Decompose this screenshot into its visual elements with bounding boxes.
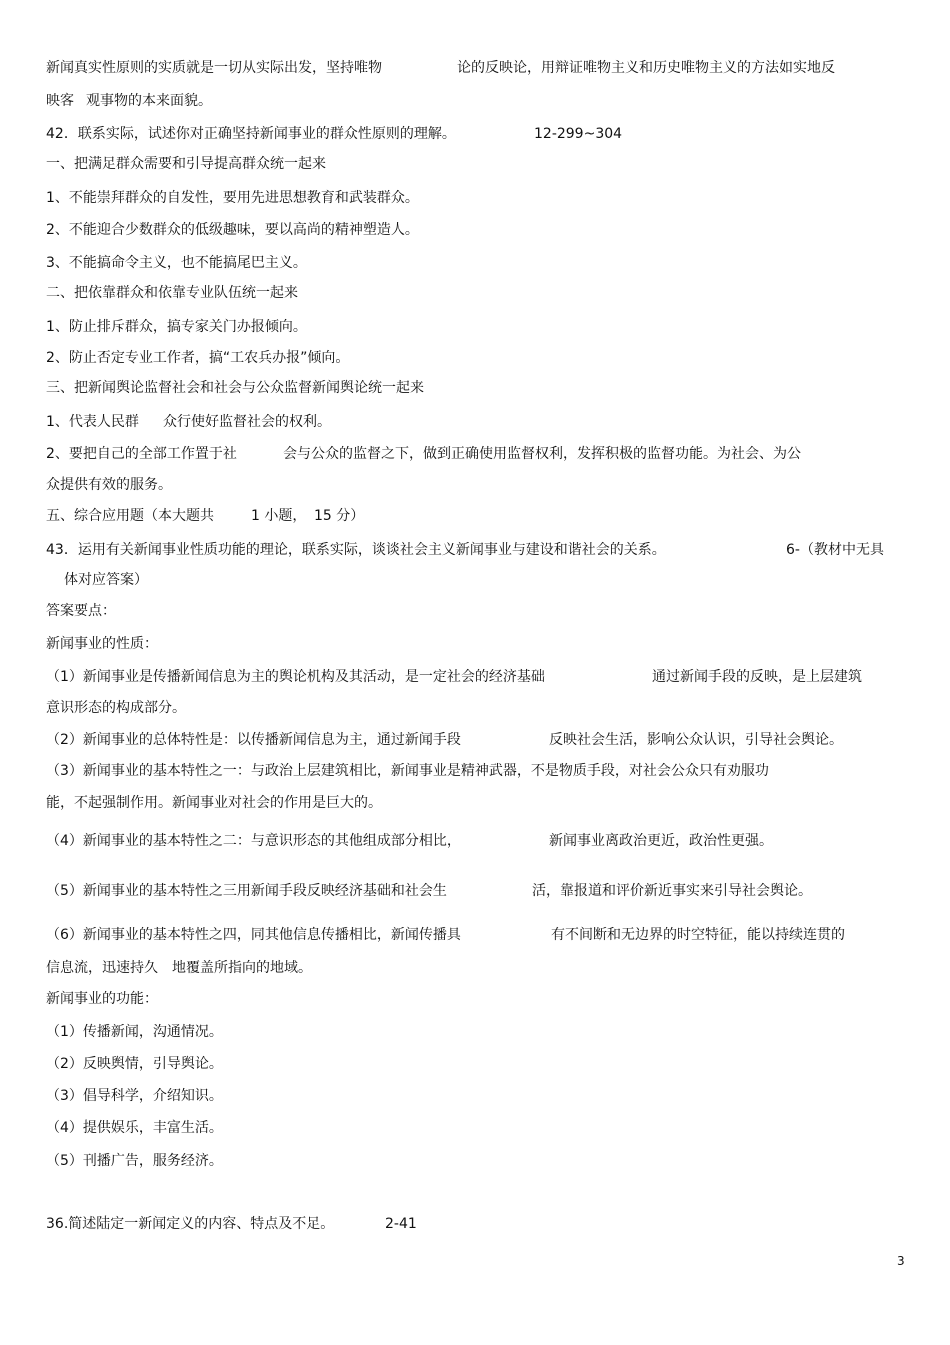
text-segment: 活，靠报道和评价新近事实来引导社会舆论。: [532, 883, 812, 899]
text-segment: 众提供有效的服务。: [46, 477, 172, 493]
text-segment: 一、把满足群众需要和引导提高群众统一起来: [46, 156, 326, 172]
text-segment: （4）提供娱乐，丰富生活。: [46, 1120, 223, 1136]
text-segment: （1）新闻事业是传播新闻信息为主的舆论机构及其活动，是一定社会的经济基础: [46, 669, 545, 685]
text-segment: 42．联系实际，试述你对正确坚持新闻事业的群众性原则的理解。: [46, 126, 456, 142]
text-segment: 43．运用有关新闻事业性质功能的理论，联系实际，谈谈社会主义新闻事业与建设和谐社会的关系。: [46, 542, 666, 558]
text-segment: 答案要点：: [46, 603, 116, 619]
text-segment: 6-（教材中无具: [786, 542, 884, 558]
text-segment: 2、防止否定专业工作者，搞“工农兵办报”倾向。: [46, 350, 350, 366]
text-segment: 地覆盖所指向的地域。: [172, 960, 312, 976]
text-segment: 2、要把自己的全部工作置于社: [46, 446, 237, 462]
text-segment: 映客: [46, 93, 74, 109]
text-segment: 论的反映论，用辩证唯物主义和历史唯物主义的方法如实地反: [457, 60, 835, 76]
text-segment: 15 分）: [314, 508, 365, 524]
text-segment: 新闻事业的功能：: [46, 991, 158, 1007]
text-segment: 36.简述陆定一新闻定义的内容、特点及不足。: [46, 1216, 335, 1232]
text-segment: 2、不能迎合少数群众的低级趣味，要以高尚的精神塑造人。: [46, 222, 419, 238]
text-segment: 众行使好监督社会的权利。: [163, 414, 331, 430]
text-segment: 新闻事业的性质：: [46, 636, 158, 652]
text-segment: 1、代表人民群: [46, 414, 139, 430]
text-segment: 信息流，迅速持久: [46, 960, 158, 976]
text-segment: （6）新闻事业的基本特性之四，同其他信息传播相比，新闻传播具: [46, 927, 461, 943]
text-segment: 1 小题，: [251, 508, 307, 524]
text-segment: （1）传播新闻，沟通情况。: [46, 1024, 223, 1040]
text-segment: （2）新闻事业的总体特性是：以传播新闻信息为主，通过新闻手段: [46, 732, 461, 748]
text-segment: 有不间断和无边界的时空特征，能以持续连贯的: [551, 927, 845, 943]
text-segment: 新闻真实性原则的实质就是一切从实际出发，坚持唯物: [46, 60, 382, 76]
text-segment: 三、把新闻舆论监督社会和社会与公众监督新闻舆论统一起来: [46, 380, 424, 396]
text-segment: 五、综合应用题（本大题共: [46, 508, 214, 524]
text-segment: （5）新闻事业的基本特性之三用新闻手段反映经济基础和社会生: [46, 883, 447, 899]
text-segment: 会与公众的监督之下，做到正确使用监督权利，发挥积极的监督功能。为社会、为公: [283, 446, 801, 462]
text-segment: （4）新闻事业的基本特性之二：与意识形态的其他组成部分相比，: [46, 833, 461, 849]
text-segment: 1、不能崇拜群众的自发性，要用先进思想教育和武装群众。: [46, 190, 419, 206]
text-segment: 观事物的本来面貌。: [86, 93, 212, 109]
text-segment: 意识形态的构成部分。: [46, 700, 186, 716]
text-segment: 二、把依靠群众和依靠专业队伍统一起来: [46, 285, 298, 301]
text-segment: （5）刊播广告，服务经济。: [46, 1153, 223, 1169]
text-segment: 1、防止排斥群众，搞专家关门办报倾向。: [46, 319, 307, 335]
page-number: 3: [897, 1254, 905, 1268]
text-segment: 能，不起强制作用。新闻事业对社会的作用是巨大的。: [46, 795, 382, 811]
text-segment: 新闻事业离政治更近，政治性更强。: [549, 833, 773, 849]
text-segment: 体对应答案）: [64, 572, 148, 588]
text-segment: 12-299~304: [534, 126, 623, 142]
text-segment: （2）反映舆情，引导舆论。: [46, 1056, 223, 1072]
text-segment: 3、不能搞命令主义，也不能搞尾巴主义。: [46, 255, 307, 271]
text-segment: 2-41: [385, 1216, 417, 1232]
text-segment: （3）倡导科学，介绍知识。: [46, 1088, 223, 1104]
text-segment: 通过新闻手段的反映，是上层建筑: [652, 669, 862, 685]
text-segment: （3）新闻事业的基本特性之一：与政治上层建筑相比，新闻事业是精神武器，不是物质手段，对社会公众只有劝服功: [46, 763, 769, 779]
text-segment: 反映社会生活，影响公众认识，引导社会舆论。: [549, 732, 843, 748]
